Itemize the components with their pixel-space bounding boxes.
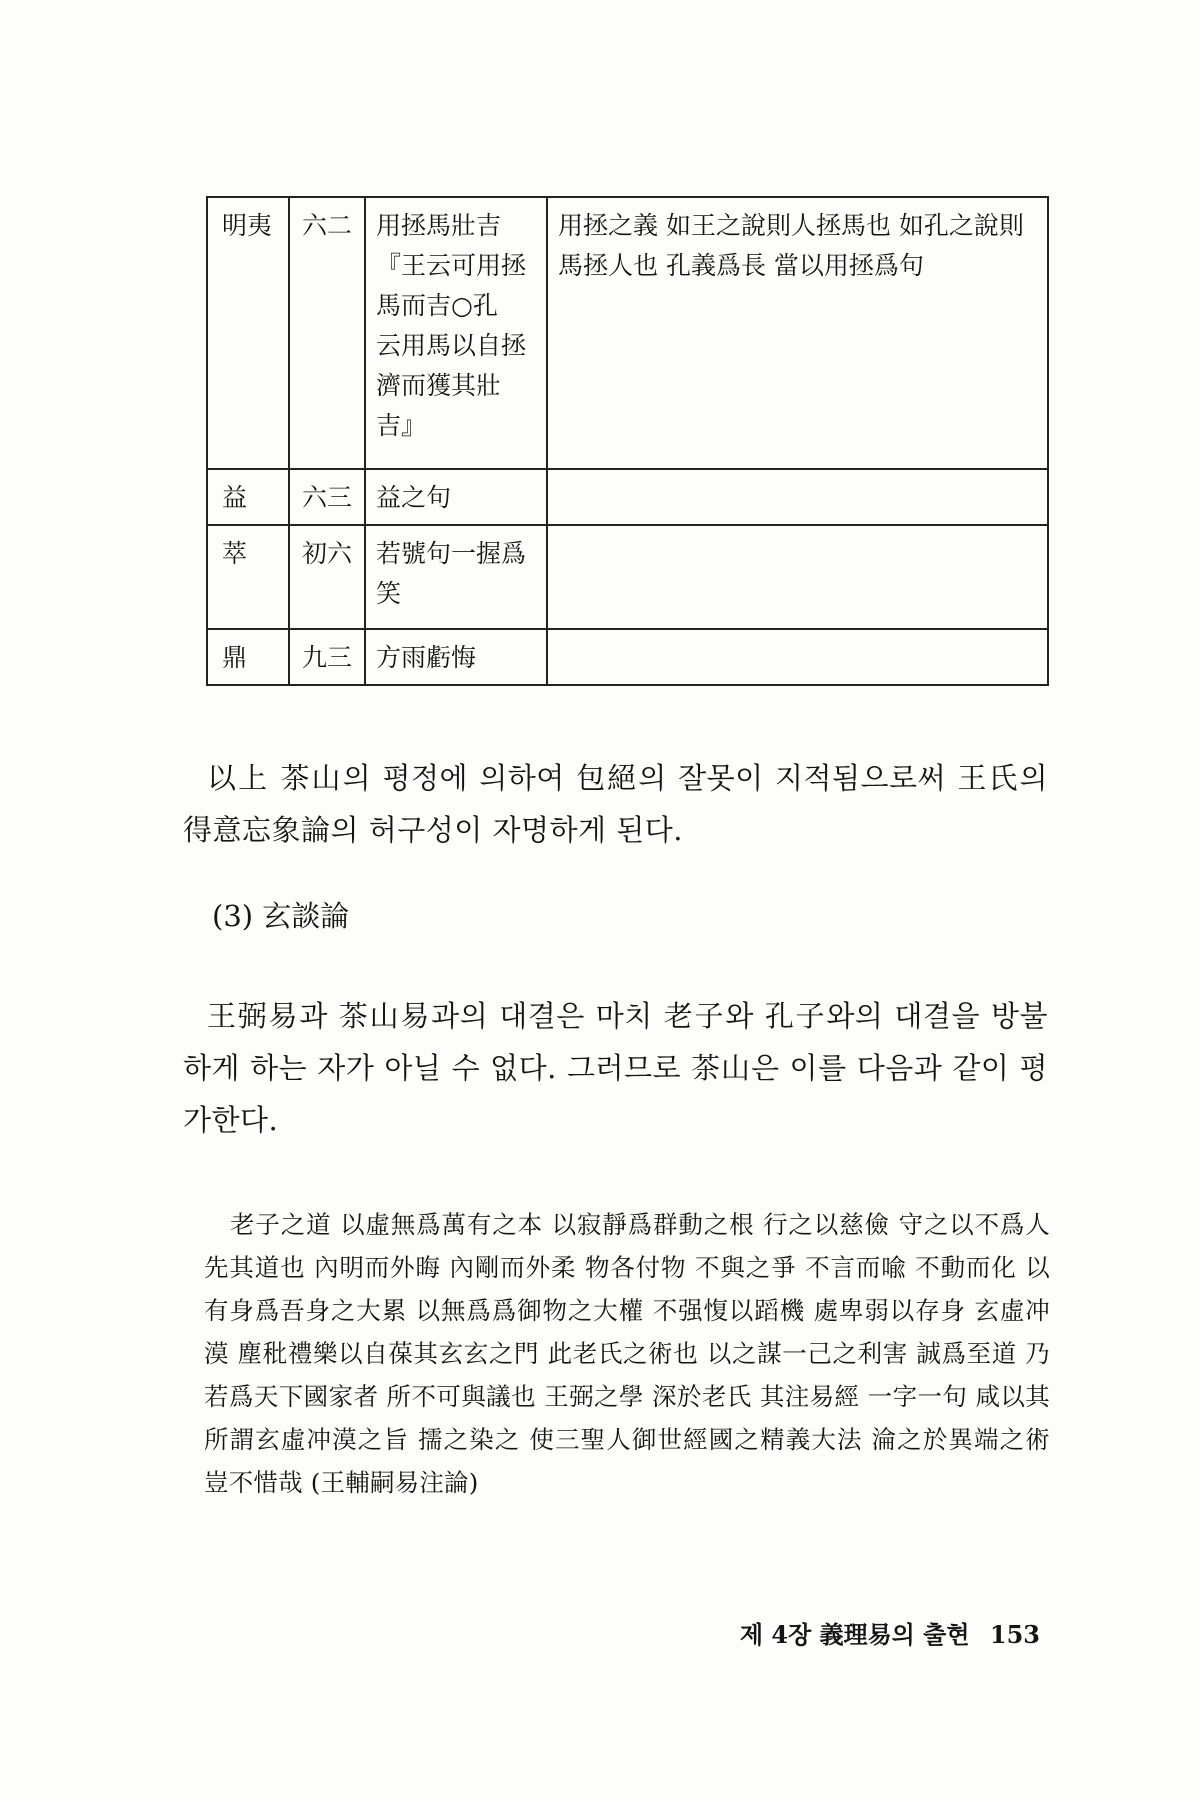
hexagram-text: 用拯馬壯吉 『王云可用拯 馬而吉○孔 云用馬以自拯 濟而獲其壯 吉』 <box>365 197 547 469</box>
block-quote: 老子之道 以虛無爲萬有之本 以寂靜爲群動之根 行之以慈儉 守之以不爲人先其道也 內明而外晦 內剛而外柔 物各付物 不與之爭 不言而喩 不動而化 以有身爲吾身之大累 以無爲爲御物之大權 不强愎以蹈機 處卑弱以存身 玄虛冲漠 塵秕禮樂以自葆其玄玄之門 此老氏之術也 以之謀一己之利害 誠爲至道 乃若爲天下國家者 所不可與議也 王弼之學 深於老氏 其注易經 一字一句 咸以其所謂玄虛冲漠之旨 擩之染之 使三聖人御世經國之精義大法 淪之於異端之術 豈不惜哉 (王輔嗣易注論) <box>204 1210 1050 1497</box>
page-number: 153 <box>989 1620 1040 1649</box>
line-position: 初六 <box>289 525 365 629</box>
hexagram-text: 若號句一握爲 笑 <box>365 525 547 629</box>
table-row <box>207 629 1048 685</box>
commentary-text: 用拯之義 如王之說則人拯馬也 如孔之說則馬拯人也 孔義爲長 當以用拯爲句 <box>547 197 1048 469</box>
table-row <box>207 197 1048 469</box>
commentary-text <box>547 525 1048 629</box>
hexagram-name: 明夷 <box>207 197 289 469</box>
table-row <box>207 525 1048 629</box>
section-heading: (3) 玄談論 <box>212 899 350 933</box>
commentary-text <box>547 469 1048 525</box>
chapter-title: 제 4장 義理易의 출현 <box>739 1620 970 1649</box>
hexagram-text: 益之句 <box>365 469 547 525</box>
table-row <box>207 469 1048 525</box>
line-position: 九三 <box>289 629 365 685</box>
hexagram-table <box>206 196 1049 686</box>
body-paragraph: 王弼易과 茶山易과의 대결은 마치 老子와 孔子와의 대결을 방불하게 하는 자가 아닐 수 없다. 그러므로 茶山은 이를 다음과 같이 평가한다. <box>183 999 1048 1137</box>
commentary-text <box>547 629 1048 685</box>
line-position: 六二 <box>289 197 365 469</box>
body-paragraph: 以上 茶山의 평정에 의하여 包絕의 잘못이 지적됨으로써 王氏의 得意忘象論의 허구성이 자명하게 된다. <box>183 761 1048 847</box>
hexagram-text: 方雨虧悔 <box>365 629 547 685</box>
line-position: 六三 <box>289 469 365 525</box>
page-footer <box>728 1615 1040 1650</box>
hexagram-name: 鼎 <box>207 629 289 685</box>
hexagram-name: 益 <box>207 469 289 525</box>
hexagram-name: 萃 <box>207 525 289 629</box>
